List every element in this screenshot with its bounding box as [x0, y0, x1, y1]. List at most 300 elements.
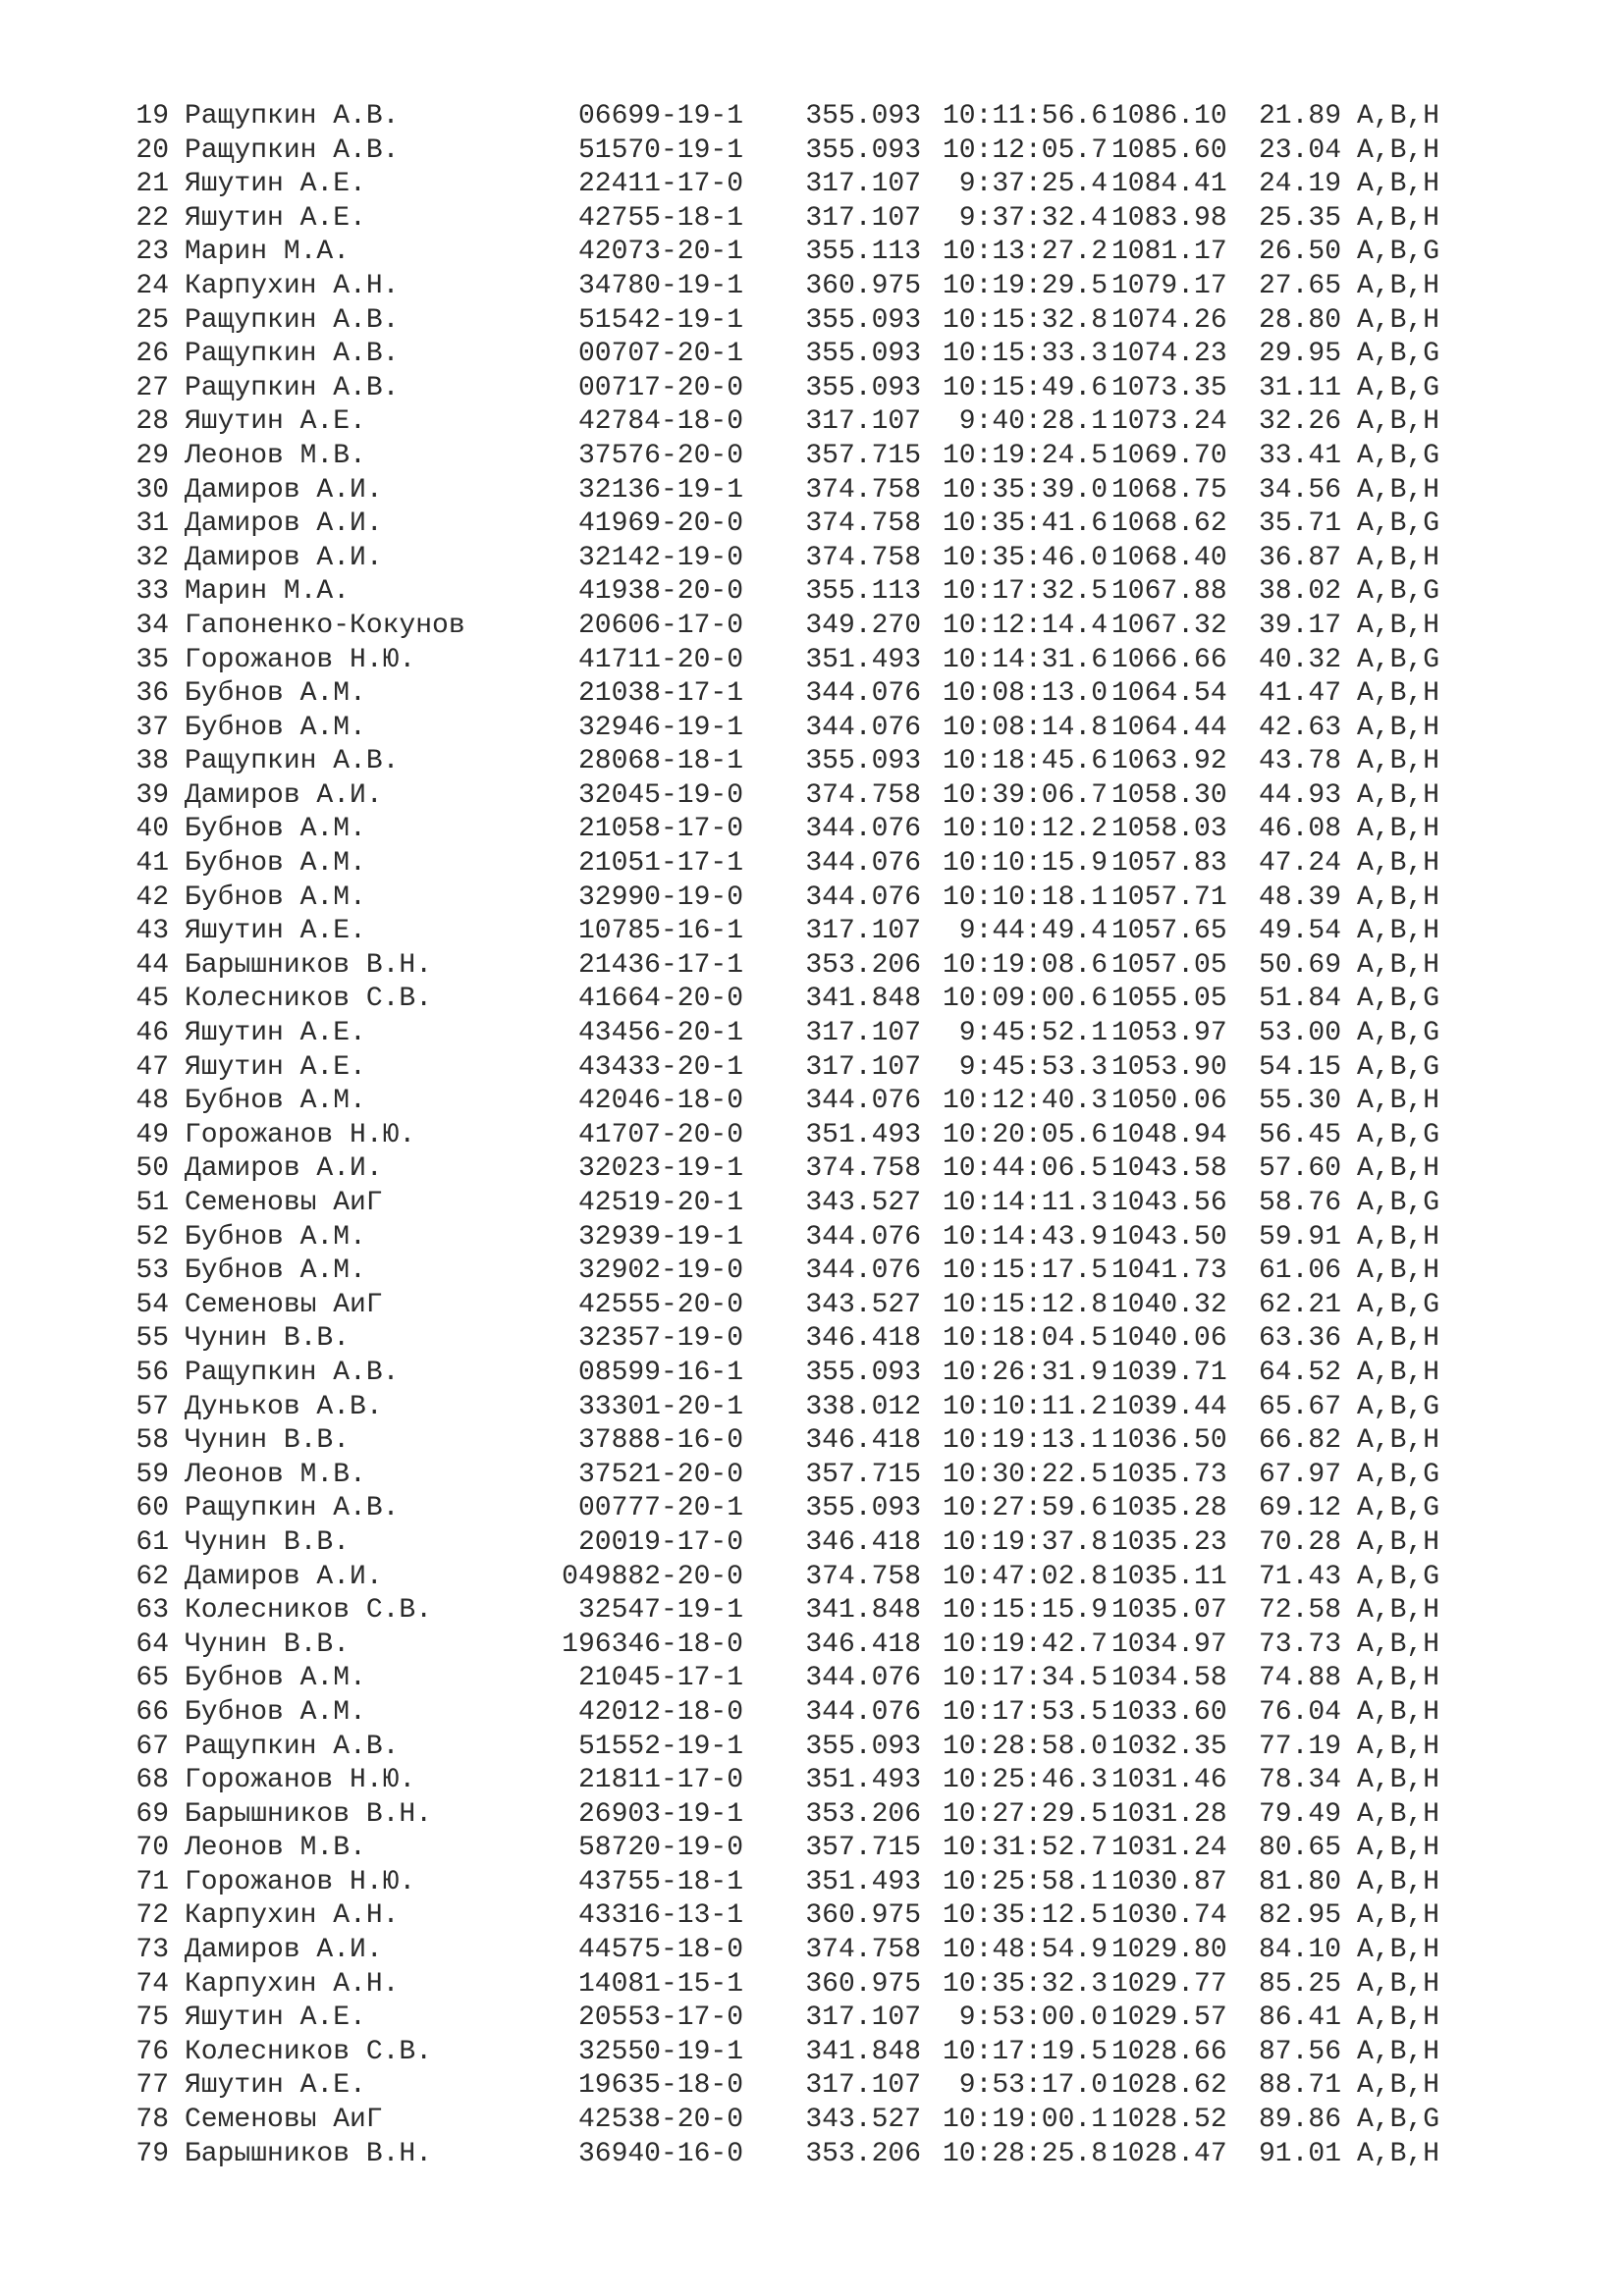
categories-value: A,B,H — [1357, 2036, 1440, 2067]
distance-value: 338.012 — [805, 1391, 921, 1422]
fancier-name: Бубнов А.М. — [185, 678, 366, 710]
ring-number: 32939-19-1 — [577, 1221, 743, 1253]
table-row — [130, 1357, 1543, 1391]
place-number: 39 — [135, 779, 169, 811]
coefficient-value: 42.63 — [1259, 712, 1342, 743]
place-number: 33 — [135, 576, 169, 608]
arrival-time: 10:10:18.1 — [942, 881, 1108, 913]
distance-value: 344.076 — [805, 814, 921, 845]
distance-value: 374.758 — [805, 779, 921, 811]
categories-value: A,B,G — [1357, 372, 1440, 403]
fancier-name: Семеновы АиГ — [185, 2105, 383, 2136]
table-row — [130, 813, 1543, 847]
categories-value: A,B,H — [1357, 406, 1440, 438]
table-row — [130, 1561, 1543, 1595]
distance-value: 341.848 — [805, 984, 921, 1015]
arrival-time: 10:31:52.7 — [942, 1833, 1108, 1864]
distance-value: 317.107 — [805, 916, 921, 947]
place-number: 20 — [135, 134, 169, 166]
distance-value: 349.270 — [805, 610, 921, 641]
coefficient-value: 55.30 — [1259, 1086, 1342, 1117]
place-number: 22 — [135, 202, 169, 234]
place-number: 74 — [135, 1968, 169, 2000]
speed-value: 1028.66 — [1111, 2036, 1227, 2067]
place-number: 66 — [135, 1696, 169, 1728]
distance-value: 355.093 — [805, 1357, 921, 1388]
coefficient-value: 62.21 — [1259, 1289, 1342, 1320]
speed-value: 1073.35 — [1111, 372, 1227, 403]
fancier-name: Бубнов А.М. — [185, 848, 366, 880]
ring-number: 51570-19-1 — [577, 134, 743, 166]
ring-number: 58720-19-0 — [577, 1833, 743, 1864]
fancier-name: Чунин В.В. — [185, 1629, 351, 1660]
table-row — [130, 915, 1543, 949]
place-number: 37 — [135, 712, 169, 743]
fancier-name: Яшутин А.Е. — [185, 1051, 366, 1083]
coefficient-value: 21.89 — [1259, 101, 1342, 132]
place-number: 34 — [135, 610, 169, 641]
categories-value: A,B,H — [1357, 916, 1440, 947]
coefficient-value: 54.15 — [1259, 1051, 1342, 1083]
speed-value: 1048.94 — [1111, 1119, 1227, 1150]
categories-value: A,B,H — [1357, 1629, 1440, 1660]
place-number: 67 — [135, 1731, 169, 1762]
place-number: 35 — [135, 644, 169, 675]
ring-number: 41707-20-0 — [577, 1119, 743, 1150]
table-row — [130, 1764, 1543, 1798]
place-number: 54 — [135, 1289, 169, 1320]
speed-value: 1028.47 — [1111, 2138, 1227, 2169]
fancier-name: Колесников С.В. — [185, 1595, 433, 1627]
distance-value: 344.076 — [805, 712, 921, 743]
arrival-time: 9:37:32.4 — [958, 202, 1108, 234]
speed-value: 1057.83 — [1111, 848, 1227, 880]
ring-number: 06699-19-1 — [577, 101, 743, 132]
categories-value: A,B,G — [1357, 237, 1440, 268]
categories-value: A,B,H — [1357, 1866, 1440, 1897]
fancier-name: Барышников В.Н. — [185, 2138, 433, 2169]
place-number: 60 — [135, 1493, 169, 1524]
speed-value: 1079.17 — [1111, 270, 1227, 301]
categories-value: A,B,H — [1357, 1595, 1440, 1627]
fancier-name: Бубнов А.М. — [185, 1221, 366, 1253]
arrival-time: 10:47:02.8 — [942, 1561, 1108, 1592]
table-row — [130, 2104, 1543, 2138]
ring-number: 37576-20-0 — [577, 440, 743, 471]
table-row — [130, 610, 1543, 644]
place-number: 58 — [135, 1425, 169, 1457]
coefficient-value: 78.34 — [1259, 1765, 1342, 1796]
place-number: 50 — [135, 1153, 169, 1185]
fancier-name: Бубнов А.М. — [185, 1696, 366, 1728]
distance-value: 343.527 — [805, 1289, 921, 1320]
fancier-name: Бубнов А.М. — [185, 881, 366, 913]
categories-value: A,B,G — [1357, 1459, 1440, 1490]
table-row — [130, 1899, 1543, 1934]
table-row — [130, 1459, 1543, 1493]
ring-number: 42755-18-1 — [577, 202, 743, 234]
place-number: 71 — [135, 1866, 169, 1897]
speed-value: 1029.80 — [1111, 1935, 1227, 1966]
ring-number: 36940-16-0 — [577, 2138, 743, 2169]
table-row — [130, 2036, 1543, 2070]
fancier-name: Чунин В.В. — [185, 1323, 351, 1355]
fancier-name: Семеновы АиГ — [185, 1188, 383, 1218]
table-row — [130, 1051, 1543, 1086]
arrival-time: 10:12:05.7 — [942, 134, 1108, 166]
distance-value: 355.093 — [805, 372, 921, 403]
table-row — [130, 1832, 1543, 1866]
distance-value: 344.076 — [805, 1086, 921, 1117]
fancier-name: Ращупкин А.В. — [185, 746, 400, 777]
distance-value: 344.076 — [805, 1255, 921, 1287]
table-row — [130, 372, 1543, 406]
place-number: 25 — [135, 304, 169, 336]
distance-value: 317.107 — [805, 169, 921, 200]
speed-value: 1028.52 — [1111, 2105, 1227, 2136]
place-number: 69 — [135, 1798, 169, 1830]
coefficient-value: 35.71 — [1259, 508, 1342, 540]
table-row — [130, 405, 1543, 440]
ring-number: 00707-20-1 — [577, 339, 743, 370]
coefficient-value: 25.35 — [1259, 202, 1342, 234]
categories-value: A,B,H — [1357, 678, 1440, 710]
coefficient-value: 80.65 — [1259, 1833, 1342, 1864]
speed-value: 1035.11 — [1111, 1561, 1227, 1592]
fancier-name: Яшутин А.Е. — [185, 169, 366, 200]
ring-number: 32136-19-1 — [577, 474, 743, 506]
arrival-time: 10:10:15.9 — [942, 848, 1108, 880]
fancier-name: Ращупкин А.В. — [185, 1493, 400, 1524]
speed-value: 1029.57 — [1111, 2002, 1227, 2034]
table-row — [130, 338, 1543, 372]
ring-number: 20553-17-0 — [577, 2002, 743, 2034]
speed-value: 1058.30 — [1111, 779, 1227, 811]
speed-value: 1034.58 — [1111, 1663, 1227, 1694]
table-row — [130, 440, 1543, 474]
arrival-time: 10:14:31.6 — [942, 644, 1108, 675]
table-row — [130, 1968, 1543, 2002]
fancier-name: Леонов М.В. — [185, 440, 366, 471]
ring-number: 42538-20-0 — [577, 2105, 743, 2136]
table-row — [130, 847, 1543, 881]
fancier-name: Карпухин А.Н. — [185, 1900, 400, 1932]
fancier-name: Марин М.А. — [185, 576, 351, 608]
speed-value: 1066.66 — [1111, 644, 1227, 675]
distance-value: 344.076 — [805, 678, 921, 710]
coefficient-value: 46.08 — [1259, 814, 1342, 845]
speed-value: 1068.62 — [1111, 508, 1227, 540]
place-number: 70 — [135, 1833, 169, 1864]
fancier-name: Бубнов А.М. — [185, 1255, 366, 1287]
categories-value: A,B,H — [1357, 1153, 1440, 1185]
categories-value: A,B,H — [1357, 1798, 1440, 1830]
ring-number: 00717-20-0 — [577, 372, 743, 403]
coefficient-value: 38.02 — [1259, 576, 1342, 608]
coefficient-value: 76.04 — [1259, 1696, 1342, 1728]
coefficient-value: 67.97 — [1259, 1459, 1342, 1490]
ring-number: 32142-19-0 — [577, 542, 743, 573]
distance-value: 351.493 — [805, 1765, 921, 1796]
ring-number: 42519-20-1 — [577, 1188, 743, 1218]
fancier-name: Чунин В.В. — [185, 1425, 351, 1457]
categories-value: A,B,H — [1357, 1526, 1440, 1558]
ring-number: 22411-17-0 — [577, 169, 743, 200]
arrival-time: 10:28:58.0 — [942, 1731, 1108, 1762]
ring-number: 37888-16-0 — [577, 1425, 743, 1457]
arrival-time: 10:08:13.0 — [942, 678, 1108, 710]
speed-value: 1053.97 — [1111, 1018, 1227, 1049]
ring-number: 42046-18-0 — [577, 1086, 743, 1117]
arrival-time: 10:19:00.1 — [942, 2105, 1108, 2136]
coefficient-value: 66.82 — [1259, 1425, 1342, 1457]
categories-value: A,B,H — [1357, 610, 1440, 641]
arrival-time: 10:12:40.3 — [942, 1086, 1108, 1117]
arrival-time: 10:14:43.9 — [942, 1221, 1108, 1253]
distance-value: 355.093 — [805, 746, 921, 777]
categories-value: A,B,G — [1357, 1119, 1440, 1150]
distance-value: 351.493 — [805, 1119, 921, 1150]
categories-value: A,B,H — [1357, 1255, 1440, 1287]
table-row — [130, 1934, 1543, 1968]
arrival-time: 10:26:31.9 — [942, 1357, 1108, 1388]
coefficient-value: 84.10 — [1259, 1935, 1342, 1966]
ring-number: 32357-19-0 — [577, 1323, 743, 1355]
categories-value: A,B,H — [1357, 1935, 1440, 1966]
coefficient-value: 91.01 — [1259, 2138, 1342, 2169]
coefficient-value: 48.39 — [1259, 881, 1342, 913]
distance-value: 317.107 — [805, 1051, 921, 1083]
arrival-time: 9:45:53.3 — [958, 1051, 1108, 1083]
fancier-name: Яшутин А.Е. — [185, 406, 366, 438]
speed-value: 1068.75 — [1111, 474, 1227, 506]
fancier-name: Горожанов Н.Ю. — [185, 1765, 416, 1796]
arrival-time: 10:35:46.0 — [942, 542, 1108, 573]
table-row — [130, 134, 1543, 169]
arrival-time: 10:10:12.2 — [942, 814, 1108, 845]
fancier-name: Колесников С.В. — [185, 984, 433, 1015]
coefficient-value: 39.17 — [1259, 610, 1342, 641]
categories-value: A,B,H — [1357, 1731, 1440, 1762]
speed-value: 1035.23 — [1111, 1526, 1227, 1558]
speed-value: 1084.41 — [1111, 169, 1227, 200]
categories-value: A,B,G — [1357, 2105, 1440, 2136]
coefficient-value: 23.04 — [1259, 134, 1342, 166]
table-row — [130, 1696, 1543, 1731]
coefficient-value: 24.19 — [1259, 169, 1342, 200]
fancier-name: Карпухин А.Н. — [185, 270, 400, 301]
distance-value: 355.093 — [805, 101, 921, 132]
arrival-time: 10:10:11.2 — [942, 1391, 1108, 1422]
distance-value: 355.093 — [805, 1493, 921, 1524]
arrival-time: 10:18:04.5 — [942, 1323, 1108, 1355]
table-row — [130, 2069, 1543, 2104]
arrival-time: 10:19:13.1 — [942, 1425, 1108, 1457]
coefficient-value: 63.36 — [1259, 1323, 1342, 1355]
coefficient-value: 34.56 — [1259, 474, 1342, 506]
place-number: 40 — [135, 814, 169, 845]
table-row — [130, 1629, 1543, 1663]
categories-value: A,B,H — [1357, 1968, 1440, 2000]
ring-number: 42073-20-1 — [577, 237, 743, 268]
categories-value: A,B,H — [1357, 1696, 1440, 1728]
place-number: 38 — [135, 746, 169, 777]
table-row — [130, 677, 1543, 712]
table-row — [130, 1221, 1543, 1255]
ring-number: 08599-16-1 — [577, 1357, 743, 1388]
speed-value: 1033.60 — [1111, 1696, 1227, 1728]
speed-value: 1040.32 — [1111, 1289, 1227, 1320]
speed-value: 1043.56 — [1111, 1188, 1227, 1218]
distance-value: 351.493 — [805, 1866, 921, 1897]
place-number: 26 — [135, 339, 169, 370]
categories-value: A,B,H — [1357, 814, 1440, 845]
categories-value: A,B,G — [1357, 1493, 1440, 1524]
ring-number: 32023-19-1 — [577, 1153, 743, 1185]
place-number: 52 — [135, 1221, 169, 1253]
place-number: 61 — [135, 1526, 169, 1558]
ring-number: 32045-19-0 — [577, 779, 743, 811]
place-number: 21 — [135, 169, 169, 200]
fancier-name: Бубнов А.М. — [185, 1086, 366, 1117]
fancier-name: Дамиров А.И. — [185, 508, 383, 540]
place-number: 30 — [135, 474, 169, 506]
coefficient-value: 72.58 — [1259, 1595, 1342, 1627]
table-row — [130, 1594, 1543, 1629]
speed-value: 1058.03 — [1111, 814, 1227, 845]
speed-value: 1032.35 — [1111, 1731, 1227, 1762]
distance-value: 355.093 — [805, 134, 921, 166]
ring-number: 20606-17-0 — [577, 610, 743, 641]
table-row — [130, 202, 1543, 237]
coefficient-value: 29.95 — [1259, 339, 1342, 370]
coefficient-value: 51.84 — [1259, 984, 1342, 1015]
distance-value: 355.093 — [805, 304, 921, 336]
coefficient-value: 49.54 — [1259, 916, 1342, 947]
table-row — [130, 1662, 1543, 1696]
place-number: 24 — [135, 270, 169, 301]
table-row — [130, 1798, 1543, 1833]
distance-value: 344.076 — [805, 848, 921, 880]
place-number: 42 — [135, 881, 169, 913]
place-number: 77 — [135, 2070, 169, 2102]
place-number: 32 — [135, 542, 169, 573]
speed-value: 1064.54 — [1111, 678, 1227, 710]
arrival-time: 10:27:59.6 — [942, 1493, 1108, 1524]
table-row — [130, 1085, 1543, 1119]
fancier-name: Бубнов А.М. — [185, 712, 366, 743]
place-number: 72 — [135, 1900, 169, 1932]
table-row — [130, 1526, 1543, 1561]
place-number: 43 — [135, 916, 169, 947]
coefficient-value: 64.52 — [1259, 1357, 1342, 1388]
table-row — [130, 236, 1543, 270]
distance-value: 344.076 — [805, 1663, 921, 1694]
arrival-time: 10:19:29.5 — [942, 270, 1108, 301]
speed-value: 1053.90 — [1111, 1051, 1227, 1083]
ring-number: 196346-18-0 — [562, 1629, 743, 1660]
fancier-name: Барышников В.Н. — [185, 949, 433, 981]
ring-number: 21436-17-1 — [577, 949, 743, 981]
categories-value: A,B,G — [1357, 576, 1440, 608]
arrival-time: 9:45:52.1 — [958, 1018, 1108, 1049]
arrival-time: 9:40:28.1 — [958, 406, 1108, 438]
distance-value: 317.107 — [805, 202, 921, 234]
coefficient-value: 69.12 — [1259, 1493, 1342, 1524]
ring-number: 34780-19-1 — [577, 270, 743, 301]
place-number: 36 — [135, 678, 169, 710]
categories-value: A,B,H — [1357, 1357, 1440, 1388]
ring-number: 21038-17-1 — [577, 678, 743, 710]
arrival-time: 10:35:41.6 — [942, 508, 1108, 540]
categories-value: A,B,H — [1357, 949, 1440, 981]
arrival-time: 10:44:06.5 — [942, 1153, 1108, 1185]
speed-value: 1034.97 — [1111, 1629, 1227, 1660]
place-number: 55 — [135, 1323, 169, 1355]
categories-value: A,B,H — [1357, 881, 1440, 913]
table-row — [130, 2138, 1543, 2172]
distance-value: 343.527 — [805, 2105, 921, 2136]
arrival-time: 10:17:34.5 — [942, 1663, 1108, 1694]
fancier-name: Ращупкин А.В. — [185, 372, 400, 403]
place-number: 62 — [135, 1561, 169, 1592]
fancier-name: Яшутин А.Е. — [185, 2002, 366, 2034]
ring-number: 41969-20-0 — [577, 508, 743, 540]
speed-value: 1064.44 — [1111, 712, 1227, 743]
place-number: 19 — [135, 101, 169, 132]
arrival-time: 10:48:54.9 — [942, 1935, 1108, 1966]
ring-number: 14081-15-1 — [577, 1968, 743, 2000]
arrival-time: 10:19:24.5 — [942, 440, 1108, 471]
speed-value: 1039.44 — [1111, 1391, 1227, 1422]
place-number: 41 — [135, 848, 169, 880]
table-row — [130, 745, 1543, 779]
distance-value: 374.758 — [805, 474, 921, 506]
coefficient-value: 53.00 — [1259, 1018, 1342, 1049]
distance-value: 355.113 — [805, 237, 921, 268]
place-number: 23 — [135, 237, 169, 268]
fancier-name: Дуньков А.В. — [185, 1391, 383, 1422]
ring-number: 21051-17-1 — [577, 848, 743, 880]
categories-value: A,B,H — [1357, 848, 1440, 880]
categories-value: A,B,H — [1357, 169, 1440, 200]
arrival-time: 10:19:08.6 — [942, 949, 1108, 981]
ring-number: 43316-13-1 — [577, 1900, 743, 1932]
place-number: 31 — [135, 508, 169, 540]
place-number: 73 — [135, 1935, 169, 1966]
arrival-time: 9:53:17.0 — [958, 2070, 1108, 2102]
ring-number: 37521-20-0 — [577, 1459, 743, 1490]
fancier-name: Ращупкин А.В. — [185, 101, 400, 132]
categories-value: A,B,G — [1357, 1051, 1440, 1083]
fancier-name: Горожанов Н.Ю. — [185, 1866, 416, 1897]
ring-number: 42784-18-0 — [577, 406, 743, 438]
table-row — [130, 100, 1543, 134]
categories-value: A,B,H — [1357, 134, 1440, 166]
speed-value: 1068.40 — [1111, 542, 1227, 573]
speed-value: 1043.50 — [1111, 1221, 1227, 1253]
place-number: 78 — [135, 2105, 169, 2136]
distance-value: 357.715 — [805, 1459, 921, 1490]
table-row — [130, 1492, 1543, 1526]
ring-number: 41664-20-0 — [577, 984, 743, 1015]
distance-value: 353.206 — [805, 1798, 921, 1830]
coefficient-value: 74.88 — [1259, 1663, 1342, 1694]
categories-value: A,B,H — [1357, 1086, 1440, 1117]
ring-number: 19635-18-0 — [577, 2070, 743, 2102]
speed-value: 1055.05 — [1111, 984, 1227, 1015]
ring-number: 43755-18-1 — [577, 1866, 743, 1897]
